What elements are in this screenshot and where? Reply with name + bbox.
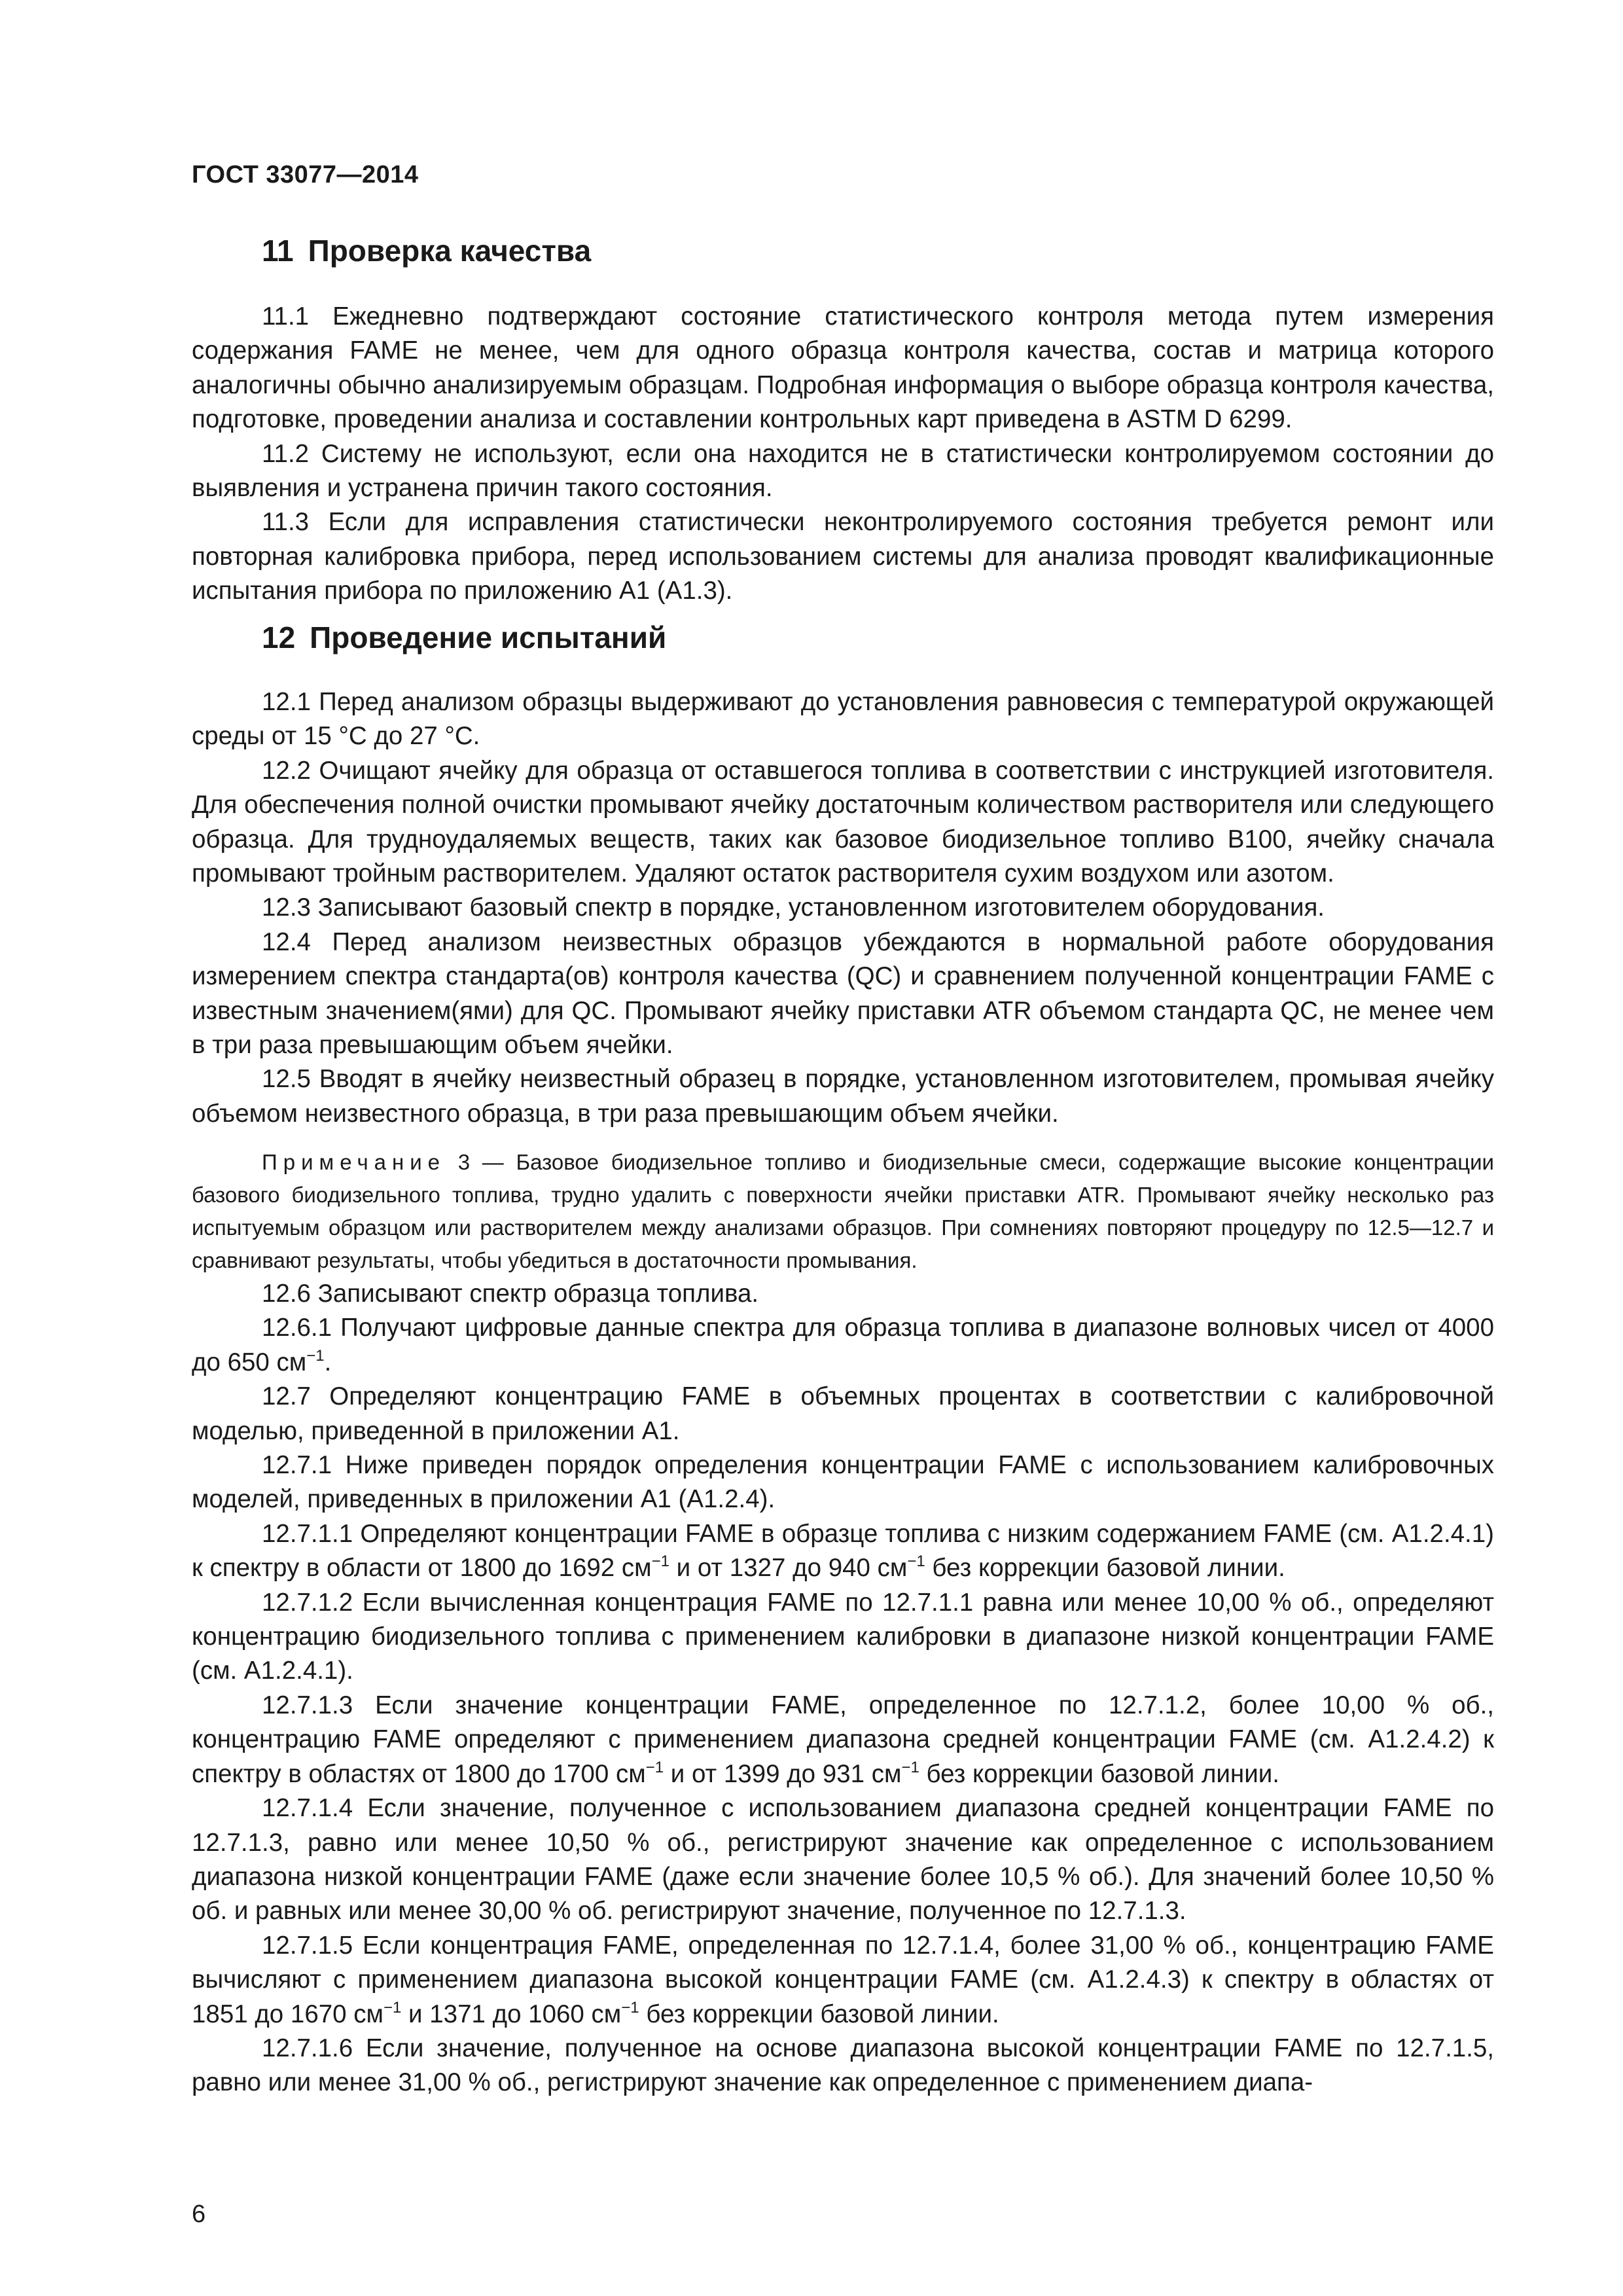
section-12-heading: [262, 620, 666, 655]
paragraph-12-7-1-5-c: без коррекции базовой линии.: [639, 2000, 999, 2028]
paragraph-12-6-1-text: 12.6.1 Получают цифровые данные спектра для образца топлива в диапазоне волновых чисел от 4000 до 650 см: [192, 1314, 1494, 1376]
paragraph-12-7-1-3-c: без коррекции базовой линии.: [919, 1759, 1279, 1788]
superscript-minus-one: −1: [621, 1998, 639, 2017]
paragraph-12-4: 12.4 Перед анализом неизвестных образцов убеждаются в нормальной работе оборудования измерением спектра стандарта(ов) контроля качества (QC) и сравнением полученной концентрации FAME с известным значением(ями) для QC. Промывают ячейку приставки ATR объемом стандарта QC, не менее чем в три раза превышающим объем ячейки.: [192, 927, 1494, 1060]
superscript-minus-one: −1: [383, 1998, 402, 2017]
paragraph-12-7-1-1-c: без коррекции базовой линии.: [925, 1554, 1285, 1583]
section-12-body-upper: [192, 685, 1494, 1131]
paragraph-12-7-1-3-b: и от 1399 до 931 см: [664, 1759, 902, 1788]
paragraph-12-7-1-3: [192, 1689, 1494, 1791]
note-paragraph: [192, 1146, 1494, 1277]
paragraph-12-3: 12.3 Записывают базовый спектр в порядке, установленном изготовителем оборудования.: [262, 893, 1325, 922]
paragraph-12-7-1: 12.7.1 Ниже приведен порядок определения концентрации FAME с использованием калибровочных моделей, приведенных в приложении А1 (А1.2.4).: [192, 1451, 1494, 1514]
paragraph-12-7-1-1: [192, 1517, 1494, 1586]
paragraph-12-6: 12.6 Записывают спектр образца топлива.: [262, 1280, 759, 1308]
paragraph-12-6-1-end: .: [324, 1348, 332, 1376]
paragraph-12-7-1-3-a: 12.7.1.3 Если значение концентрации FAME, определенное по 12.7.1.2, более 10,00 % об., концентрацию FAME определяют с применением диапазона средней концентрации FAME (см. А1.2.4.2) к спектру в областях от 1800 до 1700 см: [192, 1691, 1494, 1788]
paragraph-12-5: 12.5 Вводят в ячейку неизвестный образец в порядке, установленном изготовителем, промывая ячейку объемом неизвестного образца, в три раза превышающим объем ячейки.: [192, 1065, 1494, 1128]
note-3: [192, 1146, 1494, 1277]
paragraph-12-7-1-6: 12.7.1.6 Если значение, полученное на основе диапазона высокой концентрации FAME по 12.7.1.5, равно или менее 31,00 % об., регистрируют значение как определенное с применением диапа-: [192, 2034, 1494, 2097]
section-12-number: 12: [262, 620, 296, 655]
paragraph-12-7-1-1-b: и от 1327 до 940 см: [669, 1554, 908, 1583]
paragraph-11-2: 11.2 Систему не используют, если она находится не в статистически контролируемом состоянии до выявления и устранена причин такого состояния.: [192, 439, 1494, 503]
section-11-number: 11: [262, 234, 294, 268]
paragraph-12-7-1-2: 12.7.1.2 Если вычисленная концентрация FAME по 12.7.1.1 равна или менее 10,00 % об., определяют концентрацию биодизельного топлива с применением калибровки в диапазоне низкой концентрации FAME (см. А1.2.4.1).: [192, 1588, 1494, 1685]
section-11-heading: [262, 233, 591, 268]
paragraph-12-1: 12.1 Перед анализом образцы выдерживают до установления равновесия с температурой окружающей среды от 15 °С до 27 °С.: [192, 688, 1494, 751]
superscript-minus-one: −1: [651, 1552, 669, 1571]
note-label: Примечание: [262, 1150, 446, 1174]
paragraph-12-7: 12.7 Определяют концентрацию FAME в объемных процентах в соответствии с калибровочной моделью, приведенной в приложении А1.: [192, 1382, 1494, 1445]
paragraph-12-7-1-5-b: и 1371 до 1060 см: [401, 2000, 622, 2028]
paragraph-12-7-1-5: [192, 1929, 1494, 2032]
paragraph-11-1: 11.1 Ежедневно подтверждают состояние статистического контроля метода путем измерения содержания FAME не менее, чем для одного образца контроля качества, состав и матрица которого аналогичны обычно анализируемым образцам. Подробная информация о выборе образца контроля качества, подготовке, проведении анализа и составлении контрольных карт приведена в ASTM D 6299.: [192, 302, 1494, 434]
note-text: 3 — Базовое биодизельное топливо и биодизельные смеси, содержащие высокие концентрации базового биодизельного топлива, трудно удалить с поверхности ячейки приставки ATR. Промывают ячейку несколько раз испытуемым образцом или растворителем между анализами образцов. При сомнениях повторяют процедуру по 12.5—12.7 и сравнивают результаты, чтобы убедиться в достаточности промывания.: [192, 1150, 1494, 1272]
superscript-minus-one: −1: [901, 1758, 919, 1776]
paragraph-11-3: 11.3 Если для исправления статистически неконтролируемого состояния требуется ремонт или повторная калибровка прибора, перед использованием системы для анализа проводят квалификационные испытания прибора по приложению А1 (А1.3).: [192, 508, 1494, 605]
section-12-body-lower: [192, 1277, 1494, 2100]
paragraph-12-7-1-5-a: 12.7.1.5 Если концентрация FAME, определенная по 12.7.1.4, более 31,00 % об., концентрацию FAME вычисляют с применением диапазона высокой концентрации FAME (см. А1.2.4.3) к спектру в областях от 1851 до 1670 см: [192, 1931, 1494, 2028]
paragraph-12-6-1: [192, 1311, 1494, 1380]
page-number: 6: [192, 2200, 206, 2228]
document-header: ГОСТ 33077—2014: [192, 161, 419, 188]
section-11-title: Проверка качества: [308, 234, 592, 268]
superscript-minus-one: −1: [645, 1758, 664, 1776]
superscript-minus-one: −1: [907, 1552, 925, 1571]
section-11-body: [192, 300, 1494, 609]
superscript-minus-one: −1: [306, 1346, 325, 1365]
paragraph-12-7-1-1-a: 12.7.1.1 Определяют концентрации FAME в образце топлива с низким содержанием FAME (см. А1.2.4.1) к спектру в области от 1800 до 1692 см: [192, 1519, 1494, 1583]
paragraph-12-2: 12.2 Очищают ячейку для образца от оставшегося топлива в соответствии с инструкцией изготовителя. Для обеспечения полной очистки промывают ячейку достаточным количеством растворителя или следующего образца. Для трудноудаляемых веществ, таких как базовое биодизельное топливо В100, ячейку сначала промывают тройным растворителем. Удаляют остаток растворителя сухим воздухом или азотом.: [192, 756, 1494, 888]
paragraph-12-7-1-4: 12.7.1.4 Если значение, полученное с использованием диапазона средней концентрации FAME по 12.7.1.3, равно или менее 10,50 % об., регистрируют значение как определенное с использованием диапазона низкой концентрации FAME (даже если значение более 10,5 % об.). Для значений более 10,50 % об. и равных или менее 30,00 % об. регистрируют значение, полученное по 12.7.1.3.: [192, 1794, 1494, 1926]
section-12-title: Проведение испытаний: [310, 620, 667, 655]
